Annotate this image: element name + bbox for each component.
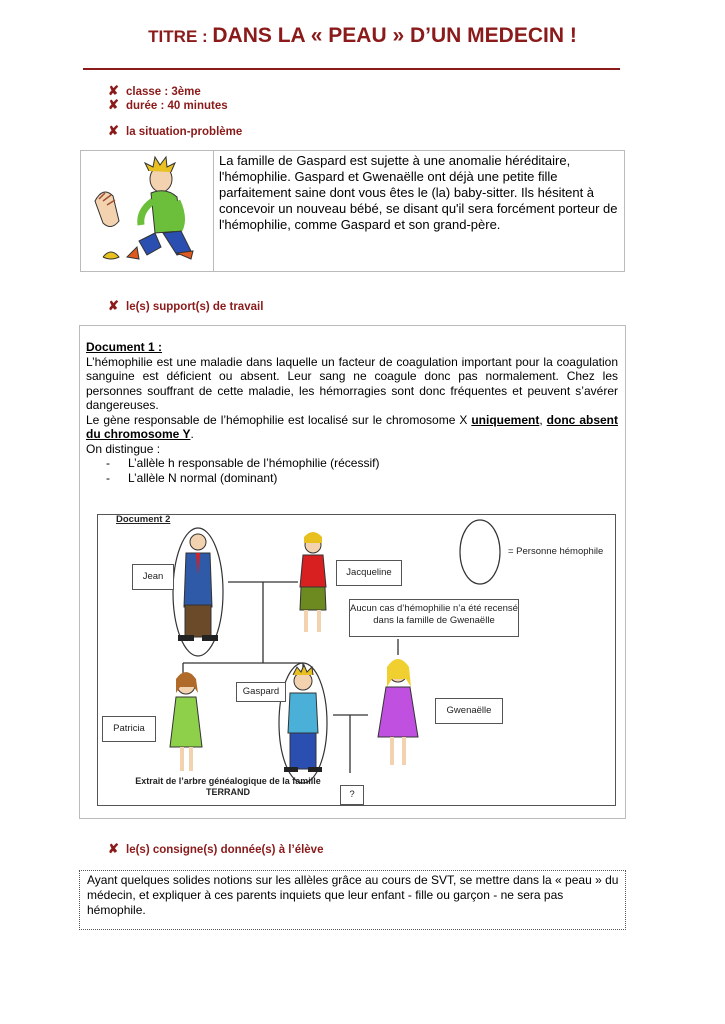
- family-tree-diagram: [97, 514, 616, 806]
- bullet-consignes: ✘ le(s) consigne(s) donnée(s) à l’élève: [108, 841, 324, 856]
- patricia-figure: [170, 672, 202, 771]
- jacqueline-label: Jacqueline: [336, 560, 402, 586]
- patricia-label: Patricia: [102, 716, 156, 742]
- gwenaelle-figure: [378, 659, 418, 765]
- allele-list: [86, 456, 618, 485]
- jean-figure: [173, 528, 223, 656]
- tree-caption: Extrait de l’arbre généalogique de la famille TERRAND: [135, 776, 321, 797]
- list-item: - L’allèle N normal (dominant): [106, 470, 278, 485]
- note-box: Aucun cas d’hémophilie n’a été recensé dans la famille de Gwenaëlle: [349, 599, 519, 637]
- jacqueline-figure: [300, 532, 326, 632]
- consigne-text: Ayant quelques solides notions sur les allèles grâce au cours de SVT, se mettre dans la « peau » du médecin, et expliquer à ces parents inquiets que leur enfant - fille ou garçon - ne sera pas hémophile.: [87, 873, 619, 917]
- gaspard-figure: [279, 663, 327, 783]
- document-1: [86, 340, 618, 485]
- cross-icon: ✘: [108, 97, 119, 112]
- bullet-classe: ✘ classe : 3ème: [108, 83, 201, 98]
- title-prefix: TITRE :: [148, 27, 213, 46]
- cross-icon: ✘: [108, 83, 119, 98]
- title-main: DANS LA « PEAU » D’UN MEDECIN !: [212, 24, 577, 47]
- document-1-heading: Document 1 :: [86, 340, 163, 354]
- document-2-heading: Document 2: [116, 514, 171, 525]
- consigne-box: [79, 870, 626, 930]
- document-1-para1: L’hémophilie est une maladie dans laquelle un facteur de coagulation important pour la coagulation sanguine est déficient ou absent. Leur sang ne coagule donc pas normalement. Chez les personnes souffrant de cette maladie, les hémorragies sont donc fréquentes et peuvent s’avérer dangereuses.: [86, 354, 618, 412]
- kneeling-man-illustration: [81, 151, 214, 271]
- document-1-para2: Le gène responsable de l’hémophilie est localisé sur le chromosome X uniquement, donc absent du chromosome Y.: [86, 412, 618, 441]
- cross-icon: ✘: [108, 841, 119, 856]
- gaspard-label: Gaspard: [236, 682, 286, 702]
- jean-label: Jean: [132, 564, 174, 590]
- document-1-distinguish: On distingue :: [86, 441, 161, 456]
- cross-icon: ✘: [108, 123, 119, 138]
- situation-box: [80, 150, 625, 272]
- documents-box: [79, 325, 626, 819]
- unknown-child-label: ?: [340, 785, 364, 805]
- bullet-duree: ✘ durée : 40 minutes: [108, 97, 228, 112]
- list-item: - L’allèle h responsable de l’hémophilie (récessif): [106, 456, 380, 470]
- title-divider: [83, 68, 620, 70]
- bullet-supports: ✘ le(s) support(s) de travail: [108, 298, 264, 313]
- page-title: [0, 24, 725, 48]
- gwenaelle-label: Gwenaëlle: [435, 698, 503, 724]
- legend-label: = Personne hémophile: [508, 546, 604, 557]
- situation-text: La famille de Gaspard est sujette à une anomalie héréditaire, l'hémophilie. Gaspard et Gwenaëlle ont déjà une petite fille parfaitement saine dont vous êtes le (la) baby-sitter. Ils hésitent à concevoir un nouveau bébé, se disant qu'il sera forcément porteur de l'hémophilie, comme Gaspard et son grand-père.: [219, 153, 618, 232]
- bullet-situation: ✘ la situation-problème: [108, 123, 243, 138]
- cross-icon: ✘: [108, 298, 119, 313]
